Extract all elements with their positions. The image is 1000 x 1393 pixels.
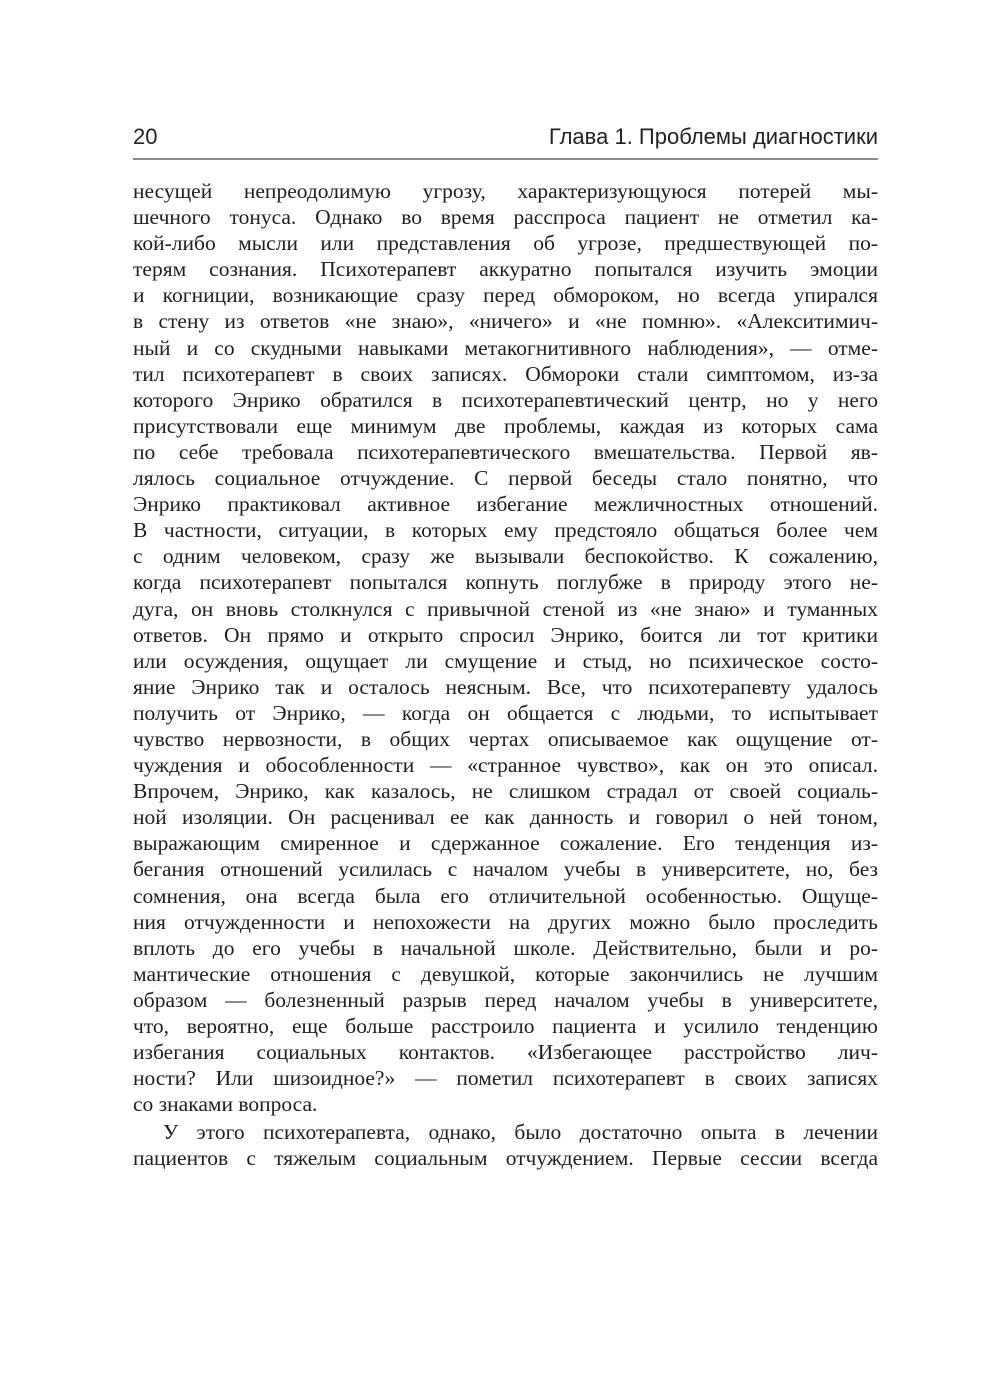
text-line: мантические отношения с девушкой, которые закончились не лучшим [133, 961, 878, 986]
header-rule [133, 158, 878, 160]
text-line: со знаками вопроса. [133, 1092, 318, 1117]
text-line: Энрико практиковал активное избегание межличностных отношений. [133, 492, 878, 517]
text-line: получить от Энрико, — когда он общается с людьми, то испытывает [133, 700, 878, 725]
text-line: и когниции, возникающие сразу перед обмороком, но всегда упирался [133, 283, 878, 308]
body-text [133, 178, 878, 1172]
paragraph [133, 1119, 878, 1171]
text-line: выражающим смиренное и сдержанное сожаление. Его тенденция из- [133, 831, 878, 856]
text-line: сомнения, она всегда была его отличительной особенностью. Ощуще- [133, 883, 878, 908]
text-line: избегания социальных контактов. «Избегающее расстройство лич- [133, 1040, 878, 1065]
text-line: шечного тонуса. Однако во время расспроса пациент не отметил ка- [133, 205, 878, 230]
running-head [133, 124, 878, 156]
text-line: с одним человеком, сразу же вызывали беспокойство. К сожалению, [133, 544, 878, 569]
text-line: кой-либо мысли или представления об угрозе, предшествующей по- [133, 231, 878, 256]
text-line: несущей непреодолимую угрозу, характеризующуюся потерей мы- [133, 179, 878, 203]
text-line: образом — болезненный разрыв перед началом учебы в университете, [133, 987, 878, 1012]
text-line: В частности, ситуации, в которых ему предстояло общаться более чем [133, 518, 878, 543]
text-line: дуга, он вновь столкнулся с привычной стеной из «не знаю» и туманных [133, 596, 878, 621]
text-line: которого Энрико обратился в психотерапевтический центр, но у него [133, 387, 878, 412]
text-line: тил психотерапевт в своих записях. Обмороки стали симптомом, из-за [133, 361, 878, 386]
text-line: ной изоляции. Он расценивал ее как данность и говорил о ней тоном, [133, 805, 878, 830]
text-line: терям сознания. Психотерапевт аккуратно попытался изучить эмоции [133, 257, 878, 282]
text-line: чувство нервозности, в общих чертах описываемое как ощущение от- [133, 726, 878, 751]
text-line: чуждения и обособленности — «странное чувство», как он это описал. [133, 753, 878, 778]
text-line: присутствовали еще минимум две проблемы, каждая из которых сама [133, 413, 878, 438]
text-line: что, вероятно, еще больше расстроило пациента и усилило тенденцию [133, 1014, 878, 1038]
text-line: бегания отношений усилилась с началом учебы в университете, но, без [133, 857, 878, 882]
text-line: яние Энрико так и осталось неясным. Все, что психотерапевту удалось [133, 674, 878, 699]
text-line: или осуждения, ощущает ли смущение и стыд, но психическое состо- [133, 648, 878, 673]
text-line: ности? Или шизоидное?» — пометил психотерапевт в своих записях [133, 1066, 878, 1091]
text-line: У этого психотерапевта, однако, было достаточно опыта в лечении [163, 1120, 878, 1145]
text-line: ный и со скудными навыками метакогнитивного наблюдения», — отме- [133, 335, 878, 360]
chapter-title: Глава 1. Проблемы диагностики [548, 124, 878, 149]
paragraph [133, 178, 878, 1117]
text-line: пациентов с тяжелым социальным отчуждением. Первые сессии всегда [133, 1146, 878, 1171]
page-number: 20 [133, 124, 158, 149]
text-line: по себе требовала психотерапевтического вмешательства. Первой яв- [133, 439, 878, 464]
text-line: вплоть до его учебы в начальной школе. Действительно, были и ро- [133, 935, 878, 960]
text-line: лялось социальное отчуждение. С первой беседы стало понятно, что [133, 466, 878, 491]
text-line: Впрочем, Энрико, как казалось, не слишком страдал от своей социаль- [133, 779, 878, 804]
text-line: ответов. Он прямо и открыто спросил Энрико, боится ли тот критики [133, 622, 878, 647]
text-line: когда психотерапевт попытался копнуть поглубже в природу этого не- [133, 570, 878, 595]
text-line: в стену из ответов «не знаю», «ничего» и «не помню». «Алекситимич- [133, 309, 878, 334]
text-line: ния отчужденности и непохожести на других можно было проследить [133, 909, 878, 934]
